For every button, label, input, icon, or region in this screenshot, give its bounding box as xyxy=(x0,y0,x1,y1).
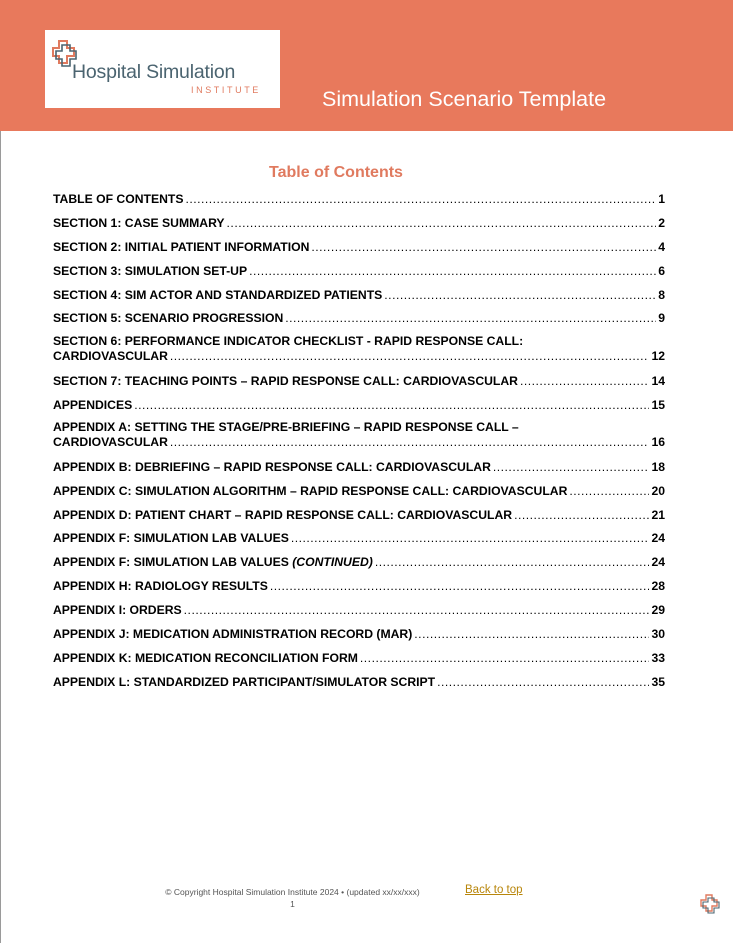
toc-leader xyxy=(514,508,649,523)
toc-leader xyxy=(184,603,650,618)
toc-leader xyxy=(384,288,656,303)
toc-entry[interactable] xyxy=(53,531,665,546)
toc-leader xyxy=(360,651,650,666)
toc-entry[interactable] xyxy=(53,374,665,389)
page-number: 1 xyxy=(290,899,295,909)
logo-subtitle: INSTITUTE xyxy=(191,85,261,95)
toc-leader xyxy=(414,627,649,642)
toc-entry[interactable] xyxy=(53,651,665,666)
toc-entry-page: 1 xyxy=(658,192,665,206)
toc-entry[interactable] xyxy=(53,216,665,231)
toc-leader xyxy=(520,374,649,389)
toc-entry[interactable] xyxy=(53,311,665,326)
toc-entry-two-line[interactable] xyxy=(53,420,665,450)
toc-entry-page: 9 xyxy=(658,311,665,325)
toc-entry-page: 4 xyxy=(658,240,665,254)
document-title: Simulation Scenario Template xyxy=(322,87,607,111)
toc-entry-page: 28 xyxy=(651,579,665,593)
logo xyxy=(45,30,280,108)
toc-entry-title[interactable]: CARDIOVASCULAR xyxy=(53,435,168,449)
toc-entry[interactable] xyxy=(53,627,665,642)
toc-entry-title[interactable]: APPENDIX F: SIMULATION LAB VALUES xyxy=(53,555,289,569)
toc-entry-page: 15 xyxy=(651,398,665,412)
toc-heading: Table of Contents xyxy=(269,164,403,181)
logo-name: Hospital Simulation xyxy=(72,61,236,83)
toc-leader xyxy=(185,192,656,207)
toc-entry[interactable] xyxy=(53,603,665,618)
toc-entry[interactable] xyxy=(53,288,665,303)
toc-entry-title[interactable]: APPENDIX C: SIMULATION ALGORITHM – RAPID RESPONSE CALL: CARDIOVASCULAR xyxy=(53,484,568,498)
toc-entry-page: 21 xyxy=(651,508,665,522)
toc-entry-page: 30 xyxy=(651,627,665,641)
toc-leader xyxy=(493,460,650,475)
toc-entry-title[interactable]: SECTION 2: INITIAL PATIENT INFORMATION xyxy=(53,240,310,254)
toc-entry-title[interactable]: APPENDIX B: DEBRIEFING – RAPID RESPONSE CALL: CARDIOVASCULAR xyxy=(53,460,491,474)
toc-entry-page: 24 xyxy=(651,531,665,545)
toc-entry-page: 8 xyxy=(658,288,665,302)
footer xyxy=(140,886,445,910)
toc-entry-title[interactable]: SECTION 5: SCENARIO PROGRESSION xyxy=(53,311,284,325)
toc-entry-title[interactable]: SECTION 3: SIMULATION SET-UP xyxy=(53,264,248,278)
toc-entry-title[interactable]: APPENDIX J: MEDICATION ADMINISTRATION RECORD (MAR) xyxy=(53,627,413,641)
toc-entry[interactable] xyxy=(53,240,665,255)
toc-entry-title[interactable]: CARDIOVASCULAR xyxy=(53,349,168,363)
toc-leader xyxy=(437,675,649,690)
toc-leader xyxy=(569,484,649,499)
toc-leader xyxy=(285,311,656,326)
toc-leader xyxy=(249,264,656,279)
plus-logo-icon xyxy=(700,894,720,914)
toc-entry[interactable] xyxy=(53,555,665,570)
toc-entry-title[interactable]: APPENDIX L: STANDARDIZED PARTICIPANT/SIMULATOR SCRIPT xyxy=(53,675,436,689)
back-to-top-link[interactable]: Back to top xyxy=(465,884,523,896)
toc-leader xyxy=(311,240,656,255)
toc-entry-page: 29 xyxy=(651,603,665,617)
toc-entry[interactable] xyxy=(53,398,665,413)
toc-entry-title[interactable]: APPENDICES xyxy=(53,398,133,412)
toc-entry-page: 20 xyxy=(651,484,665,498)
toc-entry-page: 2 xyxy=(658,216,665,230)
toc-leader xyxy=(227,216,657,231)
toc-entry[interactable] xyxy=(53,675,665,690)
toc-leader xyxy=(170,349,650,364)
toc-entry[interactable] xyxy=(53,264,665,279)
toc-entry[interactable] xyxy=(53,484,665,499)
header-banner xyxy=(0,0,733,131)
toc-leader xyxy=(270,579,650,594)
toc-entry-title[interactable]: APPENDIX F: SIMULATION LAB VALUES xyxy=(53,531,289,545)
toc-leader xyxy=(375,555,650,570)
toc-entry-title-line1[interactable]: SECTION 6: PERFORMANCE INDICATOR CHECKLIST - RAPID RESPONSE CALL: xyxy=(53,334,524,348)
toc-entry-title[interactable]: SECTION 7: TEACHING POINTS – RAPID RESPONSE CALL: CARDIOVASCULAR xyxy=(53,374,518,388)
toc-leader xyxy=(170,435,650,450)
toc-entry-page: 18 xyxy=(651,460,665,474)
toc-entry-page: 35 xyxy=(651,675,665,689)
toc-entry-title[interactable]: APPENDIX H: RADIOLOGY RESULTS xyxy=(53,579,268,593)
toc-entry-page: 6 xyxy=(658,264,665,278)
toc-entry[interactable] xyxy=(53,460,665,475)
copyright-text: © Copyright Hospital Simulation Institute 2024 • (updated xx/xx/xxx) xyxy=(165,887,420,897)
toc-entry-page: 24 xyxy=(651,555,665,569)
toc-entry[interactable] xyxy=(53,508,665,523)
toc-entry-suffix[interactable]: (CONTINUED) xyxy=(292,555,373,569)
toc-entry-title[interactable]: APPENDIX D: PATIENT CHART – RAPID RESPONSE CALL: CARDIOVASCULAR xyxy=(53,508,513,522)
toc-entry-title[interactable]: APPENDIX I: ORDERS xyxy=(53,603,182,617)
toc-entry[interactable] xyxy=(53,192,665,207)
toc-entry-title[interactable]: SECTION 4: SIM ACTOR AND STANDARDIZED PATIENTS xyxy=(53,288,383,302)
toc-entry-title-line1[interactable]: APPENDIX A: SETTING THE STAGE/PRE-BRIEFING – RAPID RESPONSE CALL – xyxy=(53,420,519,434)
toc-entry-page: 33 xyxy=(651,651,665,665)
toc-entry[interactable] xyxy=(53,579,665,594)
toc-entry-title[interactable]: APPENDIX K: MEDICATION RECONCILIATION FORM xyxy=(53,651,358,665)
toc-entry-page: 14 xyxy=(651,374,665,388)
toc-entry-title[interactable]: SECTION 1: CASE SUMMARY xyxy=(53,216,225,230)
toc-entry-page: 16 xyxy=(651,435,665,449)
toc-entry-two-line[interactable] xyxy=(53,334,665,364)
toc-entry-page: 12 xyxy=(651,349,665,363)
page-left-border xyxy=(0,0,1,943)
toc-entry-title[interactable]: TABLE OF CONTENTS xyxy=(53,192,184,206)
toc-leader xyxy=(134,398,649,413)
toc-leader xyxy=(291,531,650,546)
